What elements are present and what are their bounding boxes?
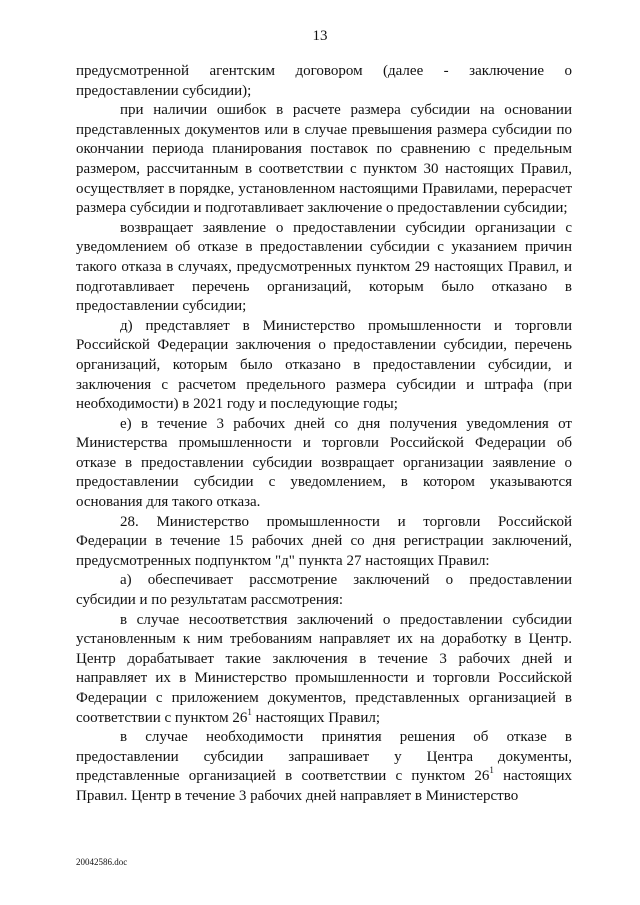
paragraph-text: в случае несоответствия заключений о предоставлении субсидии установленным к ним требованиям направляет их на доработку в Центр. Центр дорабатывает такие заключения в течение 3 рабочих дней и направляет их в Министерство промышленности и торговли Российской Федерации с приложением документов, представленных организацией в соответствии с пунктом 26 [76,611,572,726]
superscript: 1 [489,765,494,776]
paragraph-text: в случае необходимости принятия решения об отказе в предоставлении субсидии запрашивает у Центра документы, представленные организацией в соответствии с пунктом 26 [76,729,572,785]
paragraph: д) представляет в Министерство промышленности и торговли Российской Федерации заключения о предоставлении субсидии, перечень организаций, которым было отказано в предоставлении субсидии, и заключения с расчетом предельного размера субсидии и штрафа (при необходимости) в 2021 году и последующие годы; [76,317,572,413]
paragraph [76,611,572,729]
paragraph-text: настоящих Правил. Центр в течение 3 рабочих дней направляет в Министерство [76,768,572,804]
paragraph: е) в течение 3 рабочих дней со дня получения уведомления от Министерства промышленности и торговли Российской Федерации об отказе в предоставлении субсидии возвращает организации заявление о предоставлении субсидии с уведомлением, в котором указываются основания для такого отказа. [76,415,572,511]
paragraph: а) обеспечивает рассмотрение заключений о предоставлении субсидии и по результатам рассмотрения: [76,572,572,609]
page-number: 13 [312,28,328,44]
paragraph: 28. Министерство промышленности и торговли Российской Федерации в течение 15 рабочих дней со дня регистрации заключений, предусмотренных подпунктом "д" пункта 27 настоящих Правил: [76,513,572,569]
paragraph-text: настоящих Правил; [251,709,381,726]
paragraph: при наличии ошибок в расчете размера субсидии на основании представленных документов или в случае превышения размера субсидии по окончании периода планирования поставок по сравнению с предельным размером, рассчитанным в соответствии с пунктом 30 настоящих Правил, осуществляет в порядке, установленном настоящими Правилами, перерасчет размера субсидии и подготавливает заключение о предоставлении субсидии; [76,102,572,217]
paragraph [76,728,572,806]
document-code: 20042586.doc [76,857,128,867]
paragraph: возвращает заявление о предоставлении субсидии организации с уведомлением об отказе в предоставлении субсидии с указанием причин такого отказа в случаях, предусмотренных пунктом 29 настоящих Правил, и подготавливает перечень организаций, которым было отказано в предоставлении субсидии; [76,219,572,315]
paragraph: предусмотренной агентским договором (далее - заключение о предоставлении субсидии); [76,63,572,99]
document-body [76,62,572,807]
superscript: 1 [247,706,252,717]
